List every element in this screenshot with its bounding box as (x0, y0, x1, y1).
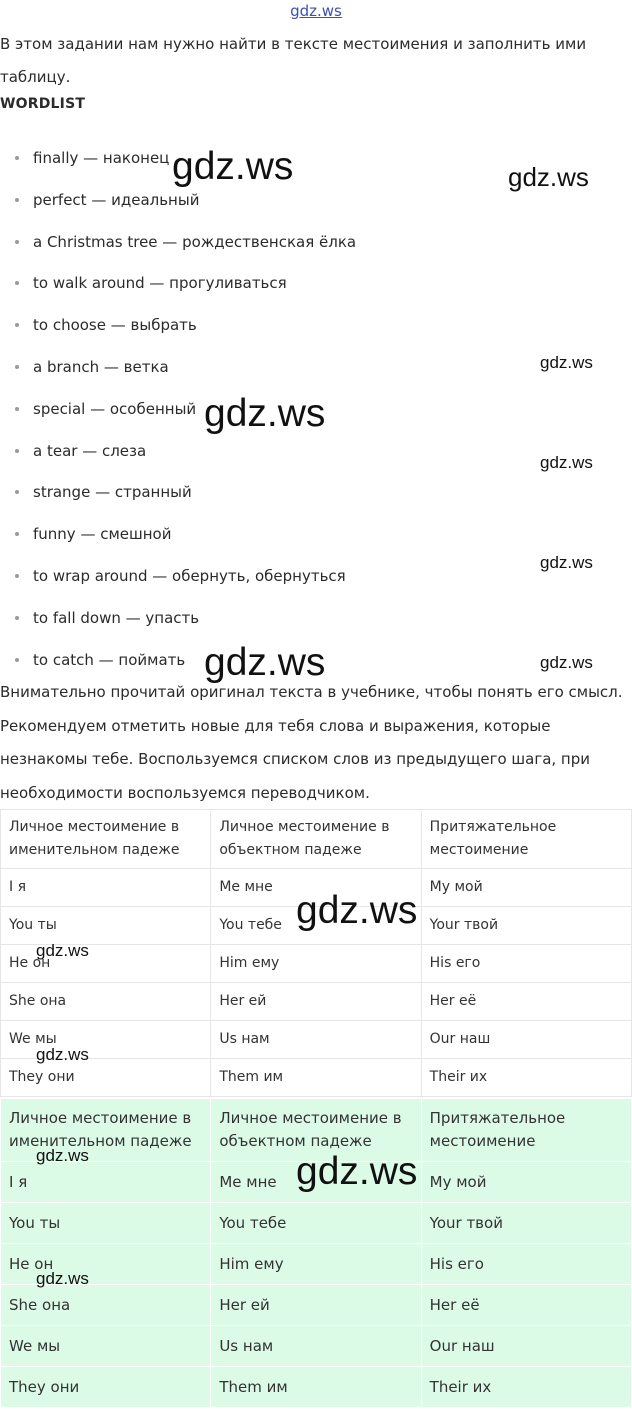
list-item: strange — странный (0, 473, 356, 515)
table-cell: She она (1, 983, 211, 1021)
bullet-icon (15, 532, 19, 536)
table-row (1, 1326, 632, 1367)
pronoun-table (0, 809, 632, 1097)
table-cell: Their их (421, 1367, 631, 1408)
table-header-cell: Притяжательное местоимение (421, 1099, 631, 1162)
site-watermark-link[interactable]: gdz.ws (290, 2, 342, 20)
list-item: to catch — поймать (0, 641, 356, 683)
table-cell: My мой (421, 1162, 631, 1203)
table-header-row (1, 810, 632, 869)
table-cell: Him ему (211, 945, 421, 983)
table-header-cell: Личное местоимение в объектном падеже (211, 1099, 421, 1162)
table-cell: His его (421, 945, 631, 983)
list-item: funny — смешной (0, 515, 356, 557)
table-cell: Your твой (421, 1203, 631, 1244)
pronoun-answer-table (0, 1098, 632, 1408)
table-cell: I я (1, 1162, 211, 1203)
list-item: to walk around — прогуливаться (0, 264, 356, 306)
table-cell: Her ей (211, 983, 421, 1021)
intro-text: В этом задании нам нужно найти в тексте местоимения и заполнить ими таблицу. (0, 35, 587, 86)
watermark: gdz.ws (36, 941, 89, 960)
table-cell: Them им (211, 1059, 421, 1097)
bullet-icon (15, 156, 19, 160)
list-item: perfect — идеальный (0, 181, 356, 223)
table-header-cell: Личное местоимение в именительном падеже (1, 810, 211, 869)
table-cell: You ты (1, 1203, 211, 1244)
table-cell: Them им (211, 1367, 421, 1408)
table-cell: Their их (421, 1059, 631, 1097)
watermark: gdz.ws (540, 453, 593, 472)
table-cell: You тебе (211, 907, 421, 945)
table-cell: Her ей (211, 1285, 421, 1326)
wordlist-title: WORDLIST (0, 96, 86, 112)
table-row (1, 1367, 632, 1408)
bullet-icon (15, 365, 19, 369)
table-cell: My мой (421, 869, 631, 907)
bullet-icon (15, 449, 19, 453)
table-cell: Her её (421, 1285, 631, 1326)
table-cell: Us нам (211, 1021, 421, 1059)
list-item: a Christmas tree — рождественская ёлка (0, 223, 356, 265)
watermark: gdz.ws (204, 641, 326, 684)
watermark: gdz.ws (36, 1146, 89, 1165)
bullet-icon (15, 281, 19, 285)
table-row (1, 1203, 632, 1244)
table-cell: Our наш (421, 1021, 631, 1059)
watermark: gdz.ws (296, 1150, 418, 1193)
watermark: gdz.ws (540, 653, 593, 672)
bullet-icon (15, 240, 19, 244)
table-cell: Your твой (421, 907, 631, 945)
table-row (1, 1059, 632, 1097)
bullet-icon (15, 323, 19, 327)
table-header-cell: Притяжательное местоимение (421, 810, 631, 869)
watermark: gdz.ws (36, 1269, 89, 1288)
list-item: special — особенный (0, 390, 356, 432)
bullet-icon (15, 198, 19, 202)
bullet-icon (15, 407, 19, 411)
list-item: to wrap around — обернуть, обернуться (0, 557, 356, 599)
list-item: a tear — слеза (0, 432, 356, 474)
table-cell: They они (1, 1059, 211, 1097)
table-cell: His его (421, 1244, 631, 1285)
table-cell: Him ему (211, 1244, 421, 1285)
table-header-cell: Личное местоимение в объектном падеже (211, 810, 421, 869)
table-cell: Me мне (211, 869, 421, 907)
list-item: a branch — ветка (0, 348, 356, 390)
watermark: gdz.ws (540, 553, 593, 572)
table-header-cell: Личное местоимение в именительном падеже (1, 1099, 211, 1162)
watermark: gdz.ws (36, 1045, 89, 1064)
table-cell: We мы (1, 1021, 211, 1059)
table-cell: Me мне (211, 1162, 421, 1203)
table-row (1, 1244, 632, 1285)
list-item: to choose — выбрать (0, 306, 356, 348)
bullet-icon (15, 574, 19, 578)
table-cell: Our наш (421, 1326, 631, 1367)
watermark: gdz.ws (296, 889, 418, 932)
watermark: gdz.ws (204, 392, 326, 435)
instruction-paragraph: Внимательно прочитай оригинал текста в учебнике, чтобы понять его смысл. Рекомендуем отметить новые для тебя слова и выражения, которые незнакомы тебе. Воспользуемся списком слов из предыдущего шага, при необходимости воспользуемся переводчиком. (0, 683, 623, 802)
table-cell: She она (1, 1285, 211, 1326)
table-row (1, 945, 632, 983)
list-item: finally — наконец (0, 139, 356, 181)
watermark: gdz.ws (508, 162, 589, 192)
watermark: gdz.ws (172, 145, 294, 188)
table-cell: You тебе (211, 1203, 421, 1244)
list-item: to fall down — упасть (0, 599, 356, 641)
watermark: gdz.ws (540, 353, 593, 372)
table-row (1, 983, 632, 1021)
bullet-icon (15, 658, 19, 662)
bullet-icon (15, 490, 19, 494)
table-cell: He он (1, 945, 211, 983)
table-cell: Us нам (211, 1326, 421, 1367)
table-cell: You ты (1, 907, 211, 945)
table-cell: Her её (421, 983, 631, 1021)
table-row (1, 1021, 632, 1059)
table-row (1, 1285, 632, 1326)
table-cell: I я (1, 869, 211, 907)
bullet-icon (15, 616, 19, 620)
table-cell: They они (1, 1367, 211, 1408)
table-cell: He он (1, 1244, 211, 1285)
table-cell: We мы (1, 1326, 211, 1367)
